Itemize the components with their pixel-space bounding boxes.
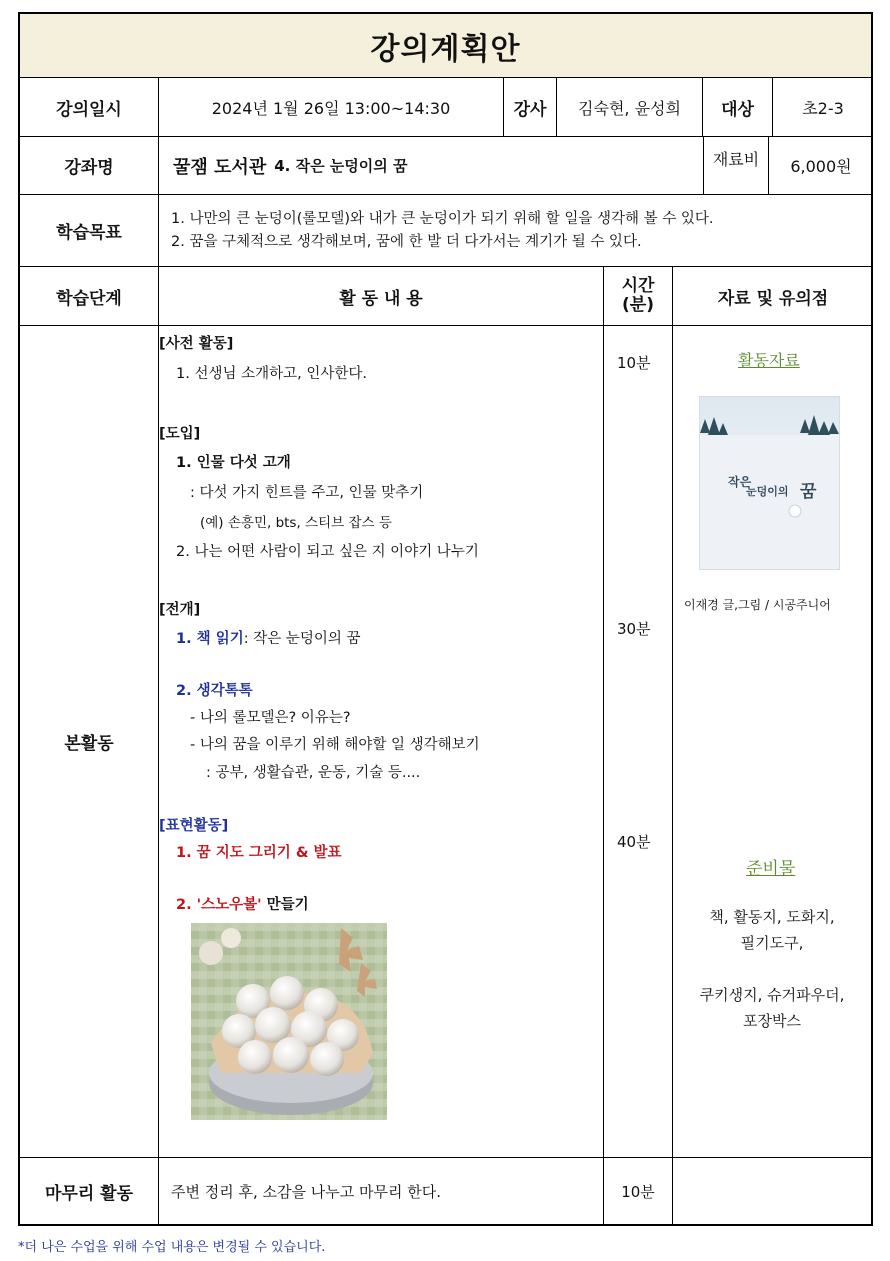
goal-item: 1. 나만의 큰 눈덩이(롤모델)와 내가 큰 눈덩이가 되기 위해 할 일을 생각해 볼 수 있다.	[171, 210, 714, 227]
intro-item-1b: (예) 손흥민, bts, 스티브 잡스 등	[200, 515, 392, 531]
fee-value: 6,000원	[768, 137, 873, 194]
fee-label: 재료비	[703, 137, 768, 194]
goals-row	[20, 195, 871, 267]
intro-title: [도입]	[159, 426, 201, 442]
development-item-1	[176, 628, 360, 650]
book-title-big: 꿈	[800, 482, 817, 502]
development-title: [전개]	[159, 602, 201, 618]
header-materials: 자료 및 유의점	[672, 267, 873, 325]
header-time-line1: 시간	[621, 276, 655, 296]
info-row	[20, 78, 871, 137]
snowball-cookie-photo	[191, 923, 387, 1120]
time-expression: 40분	[617, 833, 651, 851]
development-item-2c: : 공부, 생활습관, 운동, 기술 등....	[206, 765, 421, 781]
intro-item-1a: : 다섯 가지 힌트를 주고, 인물 맞추기	[190, 485, 424, 501]
closing-content: 주변 정리 후, 소감을 나누고 마무리 한다.	[158, 1158, 603, 1224]
development-item-1-text: : 작은 눈덩이의 꿈	[243, 631, 361, 647]
footnote: *더 나은 수업을 위해 수업 내용은 변경될 수 있습니다.	[18, 1240, 326, 1255]
intro-item-1: 1. 인물 다섯 고개	[176, 455, 291, 471]
header-activity: 활 동 내 용	[158, 267, 603, 325]
development-item-1-label: 1. 책 읽기	[176, 631, 244, 647]
prep-item: 책, 활동지, 도화지,	[709, 908, 835, 926]
target-label: 대상	[702, 78, 772, 136]
header-time-line2: (분)	[622, 295, 654, 315]
main-time-cell	[603, 326, 672, 1157]
book-title-small: 작은	[728, 475, 752, 489]
development-item-2a: - 나의 롤모델은? 이유는?	[190, 710, 351, 726]
prep-item	[672, 956, 872, 982]
development-item-2b: - 나의 꿈을 이루기 위해 해야할 일 생각해보기	[190, 737, 480, 753]
prep-list	[672, 904, 872, 1034]
prep-title[interactable]: 준비물	[746, 859, 796, 879]
course-label: 강좌명	[64, 158, 114, 178]
prep-item: 포장박스	[743, 1012, 801, 1030]
teacher-label: 강사	[503, 78, 556, 136]
closing-stage: 마무리 활동	[44, 1183, 134, 1204]
header-time	[603, 267, 672, 325]
goal-item: 2. 꿈을 구체적으로 생각해보며, 꿈에 한 발 더 다가서는 계기가 될 수 있다.	[171, 233, 642, 250]
target-value: 초2-3	[772, 78, 873, 136]
closing-row	[20, 1158, 871, 1224]
expression-item-2	[176, 894, 309, 916]
date-value: 2024년 1월 26일 13:00~14:30	[158, 78, 503, 136]
pre-activity-title: [사전 활동]	[159, 336, 234, 352]
header-stage: 학습단계	[56, 288, 122, 309]
course-name	[158, 137, 703, 194]
time-pre: 10분	[617, 354, 651, 372]
book-credit: 이재경 글,그림 / 시공주니어	[684, 598, 831, 612]
course-row	[20, 137, 871, 195]
pre-activity-item: 1. 선생님 소개하고, 인사한다.	[176, 366, 367, 382]
course-name-main: 꿀잼 도서관	[173, 156, 267, 178]
lesson-plan-table	[18, 12, 873, 1226]
prep-item: 필기도구,	[740, 934, 804, 952]
goals-list	[158, 195, 873, 266]
book-title-mid: 눈덩이의	[746, 485, 789, 498]
table-header-row	[20, 267, 871, 326]
expression-item-2-text: 만들기	[261, 897, 309, 913]
main-stage: 본활동	[64, 734, 114, 754]
expression-item-2-label: 2. '스노우볼'	[176, 897, 262, 913]
teacher-value: 김숙현, 윤성희	[556, 78, 702, 136]
goals-label: 학습목표	[56, 223, 122, 243]
intro-item-2: 2. 나는 어떤 사람이 되고 싶은 지 이야기 나누기	[176, 544, 479, 560]
page-title: 강의계획안	[370, 31, 521, 67]
prep-item: 쿠키생지, 슈거파우더,	[699, 986, 845, 1004]
expression-item-1: 1. 꿈 지도 그리기 & 발표	[176, 845, 342, 861]
expression-title: [표현활동]	[159, 818, 229, 834]
course-name-sub: 4. 작은 눈덩이의 꿈	[274, 157, 408, 175]
date-label: 강의일시	[56, 99, 122, 120]
book-cover-image	[699, 396, 840, 570]
materials-title[interactable]: 활동자료	[738, 351, 800, 370]
title-row	[20, 14, 871, 78]
development-item-2: 2. 생각톡톡	[176, 683, 253, 699]
closing-time: 10분	[603, 1158, 672, 1224]
time-development: 30분	[617, 620, 651, 638]
closing-materials	[672, 1158, 873, 1224]
